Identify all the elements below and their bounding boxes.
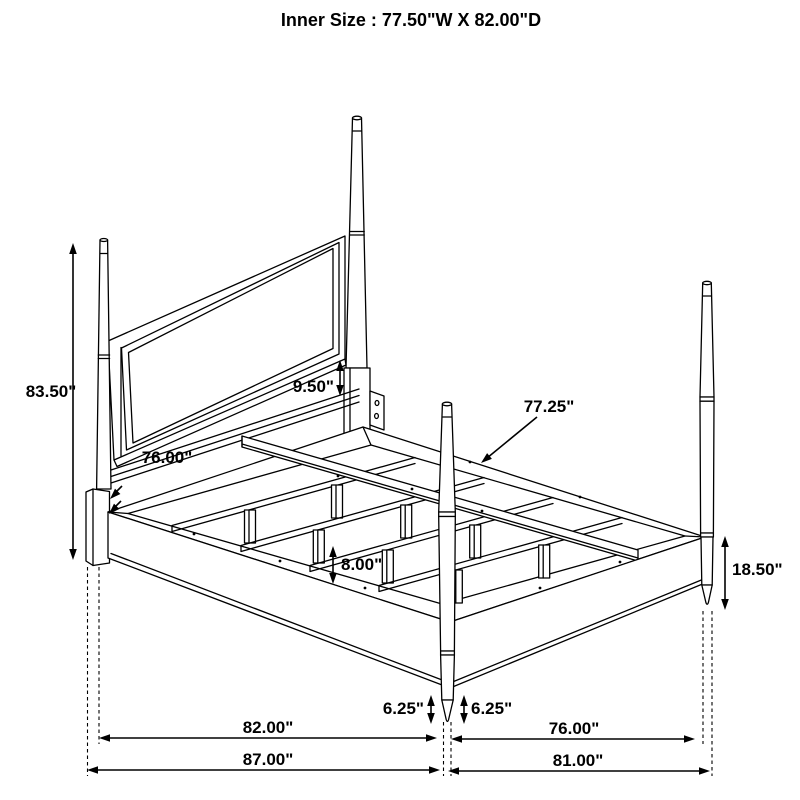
headboard-post-left	[86, 239, 111, 566]
dim-label-overall-depth: 87.00"	[242, 750, 294, 769]
dim-label-leg-height: 8.00"	[341, 555, 383, 574]
headboard-panel	[101, 236, 346, 467]
dim-label-slat-width: 77.25"	[523, 397, 575, 416]
footboard-post-right	[700, 281, 714, 604]
dim-overall-depth	[87, 750, 440, 774]
page-title: Inner Size : 77.50"W X 82.00"D	[280, 10, 542, 30]
dim-slat-width	[481, 397, 574, 463]
dim-foot-taper-left	[383, 695, 435, 724]
dim-label-foot-taper-left: 6.25"	[382, 699, 424, 718]
footboard-post-front	[439, 402, 456, 721]
dim-label-side-rail-length: 82.00"	[242, 718, 294, 737]
bed-drawing	[86, 116, 714, 721]
dim-overall-width	[448, 751, 710, 775]
dim-side-rail-length	[99, 718, 437, 742]
dim-label-foot-post-height: 18.50"	[732, 560, 783, 579]
headboard-post-right	[344, 116, 370, 452]
dim-foot-rail-length	[451, 719, 695, 743]
dim-label-headboard-width: 76.00"	[141, 448, 193, 467]
dim-foot-taper-right	[460, 695, 512, 724]
dim-label-post-height: 83.50"	[25, 382, 77, 401]
dim-foot-post-height	[721, 536, 782, 610]
bracket-plate	[370, 391, 384, 430]
dim-label-overall-width: 81.00"	[552, 751, 604, 770]
dim-label-headboard-gap: 9.50"	[292, 377, 334, 396]
dim-post-height	[26, 243, 77, 560]
dim-label-foot-rail-length: 76.00"	[548, 719, 600, 738]
dim-label-foot-taper-right: 6.25"	[471, 699, 513, 718]
